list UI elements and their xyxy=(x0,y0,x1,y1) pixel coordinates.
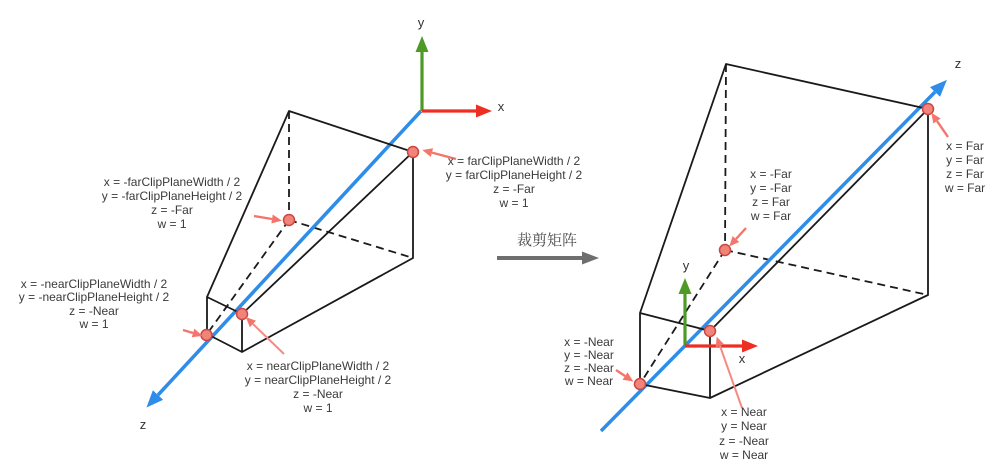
left-frustum-hidden-edges xyxy=(207,111,413,334)
right-vertex-dot-far-negative xyxy=(720,245,731,256)
annotation-line: x = farClipPlaneWidth / 2 xyxy=(447,154,581,168)
right-x-axis-label: x xyxy=(738,351,746,366)
left-y-axis-label: y xyxy=(417,15,425,30)
annotation-line: x = Far xyxy=(946,139,984,153)
annotation-line: x = -farClipPlaneWidth / 2 xyxy=(103,175,241,189)
left-arrow-to-near-positive xyxy=(253,324,284,354)
annotation-line: z = -Near xyxy=(69,304,119,318)
left-z-axis-label: z xyxy=(139,417,147,432)
left-far-negative-annotation xyxy=(102,175,243,231)
annotation-line: y = -Near xyxy=(564,348,614,362)
left-near-positive-annotation xyxy=(245,359,392,415)
right-far-negative-annotation xyxy=(750,167,792,223)
left-vertex-dot-far-negative xyxy=(284,215,295,226)
left-vertex-dot-near-positive xyxy=(237,309,248,320)
annotation-line: z = -Near xyxy=(719,434,769,448)
annotation-line: z = -Far xyxy=(493,182,535,196)
annotation-line: y = Near xyxy=(721,419,767,433)
annotation-line: y = -farClipPlaneHeight / 2 xyxy=(101,189,243,203)
right-frustum-hidden-edges xyxy=(640,64,928,384)
right-vertex-dot-near-negative xyxy=(635,379,646,390)
annotation-line: y = -nearClipPlaneHeight / 2 xyxy=(18,290,170,304)
annotation-line: w = 1 xyxy=(79,317,109,331)
right-z-axis-label: z xyxy=(954,56,962,71)
annotation-line: x = -nearClipPlaneWidth / 2 xyxy=(20,277,168,291)
left-near-negative-annotation xyxy=(19,277,170,331)
annotation-line: y = -Far xyxy=(750,181,792,195)
annotation-line: y = farClipPlaneHeight / 2 xyxy=(445,168,583,182)
right-vertex-dot-far-positive xyxy=(923,104,934,115)
left-frustum-diagram xyxy=(19,15,583,432)
right-near-positive-annotation xyxy=(719,405,769,462)
left-arrow-to-near-negative xyxy=(183,330,193,333)
annotation-line: x = Near xyxy=(721,405,767,419)
right-arrow-to-far-positive xyxy=(937,121,948,137)
right-frustum-diagram xyxy=(564,56,985,462)
transform-label: 裁剪矩阵 xyxy=(516,232,578,249)
annotation-line: y = Far xyxy=(946,153,984,167)
annotation-line: w = Near xyxy=(719,448,769,462)
right-arrow-to-near-negative xyxy=(616,370,625,376)
annotation-line: z = -Far xyxy=(151,203,193,217)
right-arrow-to-far-negative xyxy=(736,228,746,239)
annotation-line: w = 1 xyxy=(303,401,333,415)
right-far-positive-annotation xyxy=(944,139,985,195)
right-z-axis xyxy=(601,92,935,431)
annotation-line: z = Far xyxy=(752,195,790,209)
annotation-line: w = 1 xyxy=(499,196,529,210)
left-vertex-dot-near-negative xyxy=(201,330,212,341)
annotation-line: x = -Far xyxy=(750,167,792,181)
annotation-line: x = nearClipPlaneWidth / 2 xyxy=(246,359,390,373)
annotation-line: z = Far xyxy=(946,167,984,181)
right-vertex-dot-near-positive xyxy=(705,326,716,337)
left-x-axis-label: x xyxy=(497,99,505,114)
annotation-line: z = -Near xyxy=(564,361,614,375)
annotation-line: x = -Near xyxy=(564,335,614,349)
left-arrow-to-far-negative xyxy=(254,216,272,219)
annotation-line: y = nearClipPlaneHeight / 2 xyxy=(244,373,392,387)
annotation-line: w = 1 xyxy=(157,217,187,231)
left-far-positive-annotation xyxy=(446,154,583,210)
annotation-line: w = Far xyxy=(750,209,792,223)
annotation-line: z = -Near xyxy=(293,387,343,401)
right-y-axis-label: y xyxy=(682,258,690,273)
transform-arrow-group xyxy=(497,231,582,258)
annotation-line: w = Far xyxy=(944,181,986,195)
annotation-line: w = Near xyxy=(564,374,614,388)
left-vertex-dot-far-positive xyxy=(408,147,419,158)
right-near-negative-annotation xyxy=(564,335,614,388)
